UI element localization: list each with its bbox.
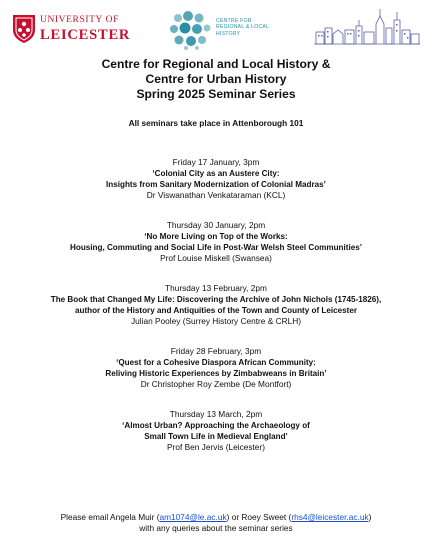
seminar-3-title-line1: The Book that Changed My Life: Discovering the Archive of John Nichols (1745-1826), <box>50 295 382 304</box>
city-skyline-icon <box>312 6 422 48</box>
seminar-3-date: Thursday 13 February, 2pm <box>165 283 267 293</box>
seminar-5-title-line1: ‘Almost Urban? Approaching the Archaeology of <box>122 421 310 430</box>
seminar-2-title-line1: ‘No More Living on Top of the Works: <box>144 232 288 241</box>
email-link-angela-muir[interactable]: am1074@le.ac.uk <box>159 512 227 522</box>
crlh-logo-line2: REGIONAL & LOCAL <box>216 24 270 31</box>
seminar-2-speaker: Prof Louise Miskell (Swansea) <box>160 253 272 263</box>
seminar-4-title-line1: ‘Quest for a Cohesive Diaspora African Community: <box>116 358 316 367</box>
seminar-5-title-line2: Small Town Life in Medieval England’ <box>144 432 288 441</box>
seminar-2-title-line2: Housing, Commuting and Social Life in Post-War Welsh Steel Communities’ <box>70 243 362 252</box>
seminar-1-date: Friday 17 January, 3pm <box>172 157 260 167</box>
seminar-4-speaker: Dr Christopher Roy Zembe (De Montfort) <box>140 379 292 389</box>
contact-text-2: ) or Roey Sweet ( <box>226 512 292 522</box>
university-of-leicester-logo <box>12 12 132 48</box>
seminar-5-speaker: Prof Ben Jervis (Leicester) <box>167 442 265 452</box>
crlh-logo <box>168 8 278 52</box>
seminar-2-date: Thursday 30 January, 2pm <box>166 220 266 230</box>
seminar-3-speaker: Julian Pooley (Surrey History Centre & CRLH) <box>130 316 301 326</box>
seminar-1-title-line2: Insights from Sanitary Modernization of Colonial Madras’ <box>106 180 326 189</box>
university-shield-icon <box>12 14 36 44</box>
seminar-1-title-line1: ‘Colonial City as an Austere City: <box>152 169 280 178</box>
venue-note: All seminars take place in Attenborough 101 <box>128 118 304 128</box>
seminar-1-speaker: Dr Viswanathan Venkataraman (KCL) <box>146 190 286 200</box>
seminar-4-date: Friday 28 February, 3pm <box>170 346 262 356</box>
seminar-3-title-line2: author of the History and Antiquities of the Town and County of Leicester <box>74 306 358 315</box>
email-link-roey-sweet[interactable]: rhs4@leicester.ac.uk <box>291 512 369 522</box>
series-title-line2: Centre for Urban History <box>145 72 287 86</box>
seminar-4-title-line2: Reliving Historic Experiences by Zimbabweans in Britain’ <box>105 369 327 378</box>
uol-logo-line2: LEICESTER <box>40 27 131 43</box>
seminar-5-date: Thursday 13 March, 2pm <box>169 409 263 419</box>
contact-line <box>0 512 432 523</box>
contact-line-2: with any queries about the seminar series <box>139 523 293 533</box>
crlh-logo-line1: CENTRE FOR <box>216 18 252 24</box>
contact-text-3: ) <box>368 512 372 522</box>
series-title-line1: Centre for Regional and Local History & <box>101 57 331 71</box>
crlh-logo-line3: HISTORY <box>216 30 241 37</box>
contact-text-1: Please email Angela Muir ( <box>60 512 160 522</box>
dot-cluster-icon <box>168 10 212 50</box>
uol-logo-line1: UNIVERSITY OF <box>40 15 119 25</box>
series-title-line3: Spring 2025 Seminar Series <box>136 87 296 101</box>
